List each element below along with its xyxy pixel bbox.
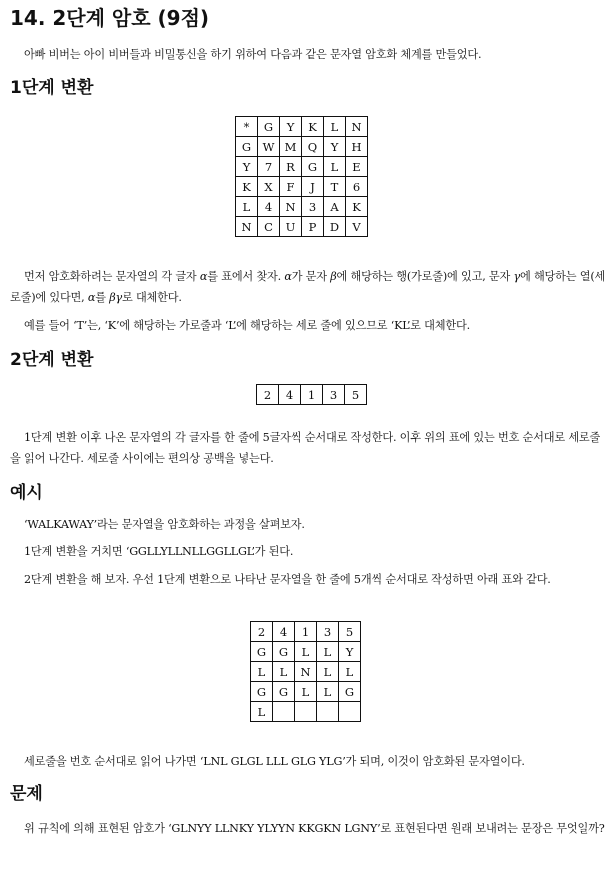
table-cell: D (324, 217, 346, 237)
table-cell: 2 (257, 385, 279, 405)
table-cell: H (346, 137, 368, 157)
table-cell: L (317, 662, 339, 682)
cipher-grid (235, 116, 368, 237)
table-cell: * (236, 117, 258, 137)
table-cell: F (280, 177, 302, 197)
table-row (251, 682, 361, 702)
table-cell: 4 (273, 622, 295, 642)
grid-row (236, 157, 368, 177)
table-cell: G (273, 642, 295, 662)
table-cell: A (324, 197, 346, 217)
table-cell: N (295, 662, 317, 682)
table-cell: 3 (317, 622, 339, 642)
page-title: 14. 2단계 암호 (9점) (10, 6, 210, 30)
table-cell: 5 (345, 385, 367, 405)
table-cell: 7 (258, 157, 280, 177)
table-cell: N (280, 197, 302, 217)
table-cell: L (339, 662, 361, 682)
table-cell: X (258, 177, 280, 197)
table-cell: L (317, 682, 339, 702)
table-cell: 1 (295, 622, 317, 642)
table-cell: L (251, 662, 273, 682)
table-cell (295, 702, 317, 722)
example-table (250, 621, 361, 722)
table-cell: Q (302, 137, 324, 157)
intro-text: 아빠 비버는 아이 비버들과 비밀통신을 하기 위하여 다음과 같은 문자열 암호화 체계를 만들었다. (24, 48, 482, 61)
table-cell: 4 (279, 385, 301, 405)
table-row (251, 622, 361, 642)
table-cell: K (236, 177, 258, 197)
table-cell: C (258, 217, 280, 237)
grid-row (236, 137, 368, 157)
table-cell: 4 (258, 197, 280, 217)
table-cell: K (302, 117, 324, 137)
grid-row (236, 197, 368, 217)
table-row (251, 642, 361, 662)
step1-heading: 1단계 변환 (10, 78, 94, 98)
table-cell: 3 (323, 385, 345, 405)
problem-heading: 문제 (10, 784, 43, 804)
table-cell: E (346, 157, 368, 177)
table-cell: Y (236, 157, 258, 177)
step2-heading: 2단계 변환 (10, 350, 94, 370)
table-cell: 2 (251, 622, 273, 642)
grid-row (236, 217, 368, 237)
table-cell (339, 702, 361, 722)
table-cell: U (280, 217, 302, 237)
table-cell: M (280, 137, 302, 157)
table-row (251, 702, 361, 722)
table-cell: L (324, 117, 346, 137)
step2-description: 1단계 변환 이후 나온 문자열의 각 글자를 한 줄에 5글자씩 순서대로 작성한다. 이후 위의 표에 있는 번호 순서대로 세로줄을 읽어 나간다. 세로줄 사이에는 편의상 공백을 넣는다. (10, 431, 601, 465)
table-cell: G (273, 682, 295, 702)
table-cell: W (258, 137, 280, 157)
column-order-key (256, 384, 367, 405)
table-cell: L (251, 702, 273, 722)
table-cell: Y (339, 642, 361, 662)
step1-example-text: 예를 들어 ‘T’는, ‘K’에 해당하는 가로줄과 ‘L’에 해당하는 세로 줄에 있으므로 ‘KL’로 대체한다. (24, 319, 470, 332)
table-cell: L (295, 682, 317, 702)
table-cell (317, 702, 339, 722)
table-cell: 3 (302, 197, 324, 217)
example-line-2: 1단계 변환을 거치면 ‘GGLLYLLNLLGGLLGL’가 된다. (24, 545, 294, 558)
table-cell: K (346, 197, 368, 217)
table-cell: G (339, 682, 361, 702)
table-cell: 6 (346, 177, 368, 197)
table-cell: T (324, 177, 346, 197)
example-heading: 예시 (10, 483, 43, 503)
table-cell: L (273, 662, 295, 682)
table-cell: L (324, 157, 346, 177)
table-cell: Y (324, 137, 346, 157)
table-cell: Y (280, 117, 302, 137)
table-cell: G (302, 157, 324, 177)
table-cell: N (346, 117, 368, 137)
problem-text: 위 규칙에 의해 표현된 암호가 ‘GLNYY LLNKY YLYYN KKGKN LGNY’로 표현된다면 원래 보내려는 문장은 무엇일까? (24, 822, 605, 835)
table-cell: G (251, 682, 273, 702)
grid-row (236, 177, 368, 197)
step1-description: 먼저 암호화하려는 문자열의 각 글자 α를 표에서 찾자. α가 문자 β에 해당하는 행(가로줄)에 있고, 문자 γ에 해당하는 열(세로줄)에 있다면, α를 βγ로 대체한다. (10, 270, 606, 304)
table-cell: V (346, 217, 368, 237)
table-cell (273, 702, 295, 722)
key-row (257, 385, 367, 405)
table-cell: 1 (301, 385, 323, 405)
table-cell: P (302, 217, 324, 237)
table-cell: 5 (339, 622, 361, 642)
example-line-1: ‘WALKAWAY’라는 문자열을 암호화하는 과정을 살펴보자. (24, 518, 305, 531)
example-result: 세로줄을 번호 순서대로 읽어 나가면 ‘LNL GLGL LLL GLG YLG’가 되며, 이것이 암호화된 문자열이다. (24, 755, 525, 768)
table-cell: L (236, 197, 258, 217)
table-cell: G (251, 642, 273, 662)
table-cell: L (295, 642, 317, 662)
table-cell: L (317, 642, 339, 662)
table-cell: J (302, 177, 324, 197)
table-cell: R (280, 157, 302, 177)
table-cell: N (236, 217, 258, 237)
table-row (251, 662, 361, 682)
table-cell: G (236, 137, 258, 157)
table-cell: G (258, 117, 280, 137)
grid-row (236, 117, 368, 137)
example-line-3: 2단계 변환을 해 보자. 우선 1단계 변환으로 나타난 문자열을 한 줄에 5개씩 순서대로 작성하면 아래 표와 같다. (24, 573, 551, 586)
